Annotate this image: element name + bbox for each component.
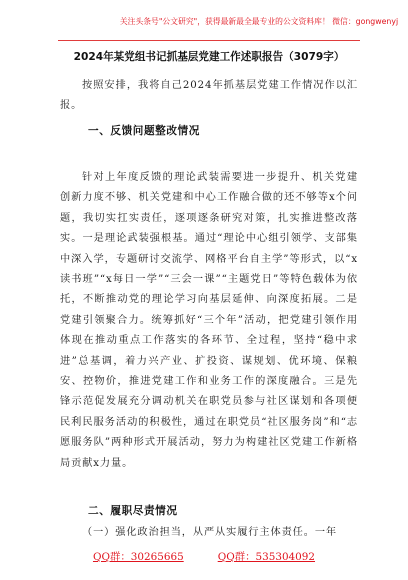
section-heading-duties: 二、履职尽责情况 — [88, 505, 178, 517]
section-heading-feedback: 一、反馈问题整改情况 — [88, 125, 200, 137]
intro-paragraph: 按照安排，我将自己2024年抓基层党建工作情况作以汇报。 — [60, 80, 358, 112]
section1-paragraph: 针对上年度反馈的理论武装需要进一步提升、机关党建创新力度不够、机关党建和中心工作融合做的还不够等x个问题，我切实扛实责任，逐项逐条研究对策，扎实推进整改落实。一是理论武装强根基。通过“理论中心组引领学、支部集中深入学，专题研讨交流学、网格平台自主学”等形式，以“x读书班”“x每日一学”“三会一课”“主题党日”等特色载体为依托，不断推动党的理论学习向基层延伸、向深度拓展。二是党建引领聚合力。统筹抓好“三个年”活动，把党建引领作用体现在推动重点工作落实的各环节、全过程，坚持“稳中求进”总基调，着力兴产业、扩投资、谋规划、优环境、保粮安、控物价，推进党建工作和业务工作的深度融合。三是先锋示范促发展充分调动机关在职党员参与社区谋划和各项便民利民服务活动的积极性，通过在职党员“社区服务岗”和“志愿服务队”两种形式开展活动，努力为构建社区党建工作新格局贡献x力量。 — [60, 172, 358, 469]
header-divider — [58, 40, 360, 41]
document-title: 2024年某党组书记抓基层党建工作述职报告（3079字） — [73, 51, 345, 63]
header-banner: 关注头条号"公文研究"，获得最新最全最专业的公文资料库！ 微信：gongwenyj — [119, 17, 399, 26]
footer-qq-group-2: QQ群：535304092 — [217, 551, 316, 563]
footer-qq-group-1: QQ群：30265665 — [92, 551, 184, 563]
section2-first-line: （一）强化政治担当，从严从实履行主体责任。一年 — [82, 527, 338, 538]
footer-contacts — [0, 549, 408, 565]
